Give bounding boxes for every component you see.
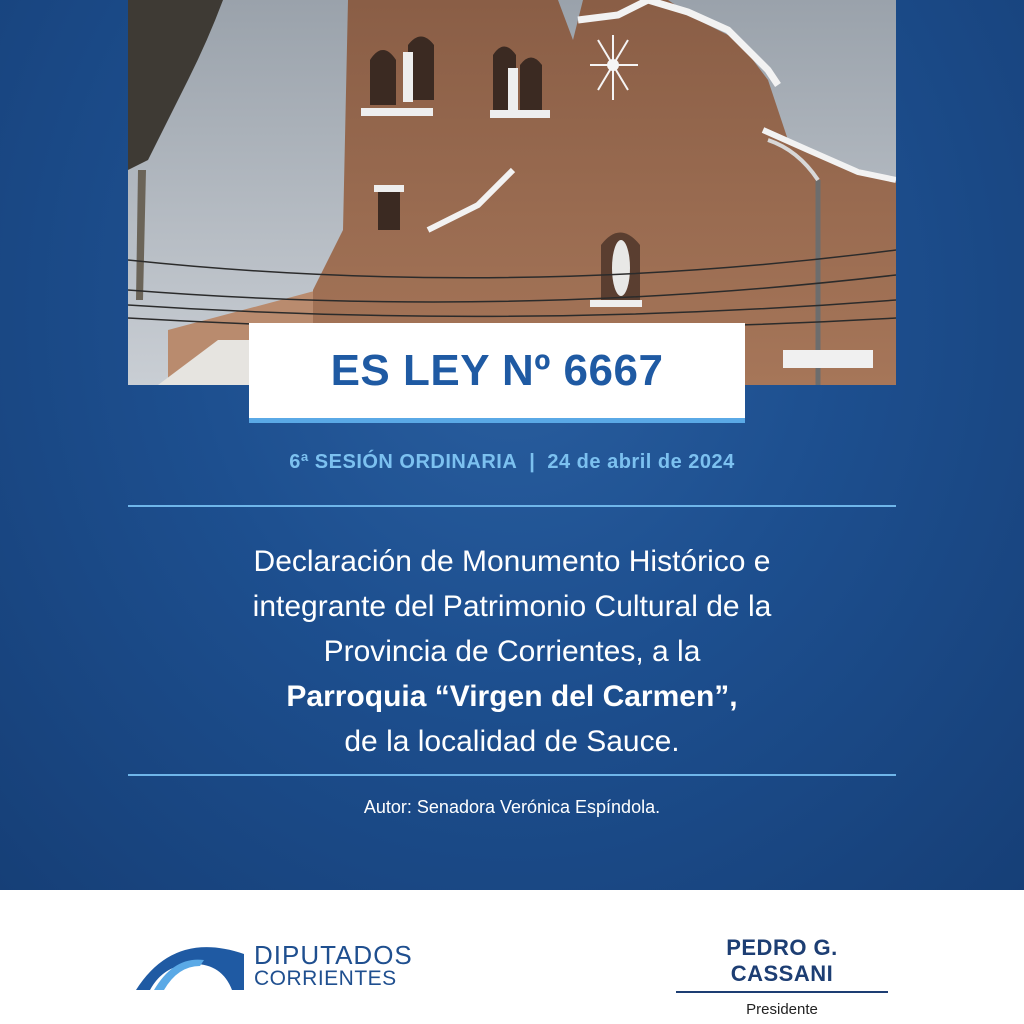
bottom-divider: [128, 774, 896, 776]
description-line: Declaración de Monumento Histórico e: [253, 545, 771, 578]
logo-line1: DIPUTADOS: [254, 940, 413, 970]
description-line: integrante del Patrimonio Cultural de la: [252, 590, 772, 623]
president-role: Presidente: [746, 1001, 818, 1018]
session-date: 24 de abril de 2024: [547, 451, 735, 473]
description-line: Provincia de Corrientes, a la: [323, 635, 701, 668]
diputados-logo-text: [254, 942, 413, 990]
author-credit: Autor: Senadora Verónica Espíndola.: [363, 797, 661, 817]
description-line-bold: Parroquia “Virgen del Carmen”,: [286, 680, 738, 713]
description-line: de la localidad de Sauce.: [344, 725, 680, 758]
president-name: PEDRO G. CASSANI: [676, 935, 888, 993]
session-name: 6ª SESIÓN ORDINARIA: [289, 451, 518, 473]
logo-line2: CORRIENTES: [254, 967, 397, 990]
session-line: [0, 451, 1024, 474]
law-title-box: [249, 323, 745, 423]
session-separator: |: [529, 451, 536, 473]
top-divider: [128, 505, 896, 507]
diputados-logo-icon: [134, 934, 246, 997]
president-signature-block: [676, 935, 888, 1018]
law-description: [128, 539, 896, 764]
law-title: ES LEY Nº 6667: [330, 345, 664, 395]
